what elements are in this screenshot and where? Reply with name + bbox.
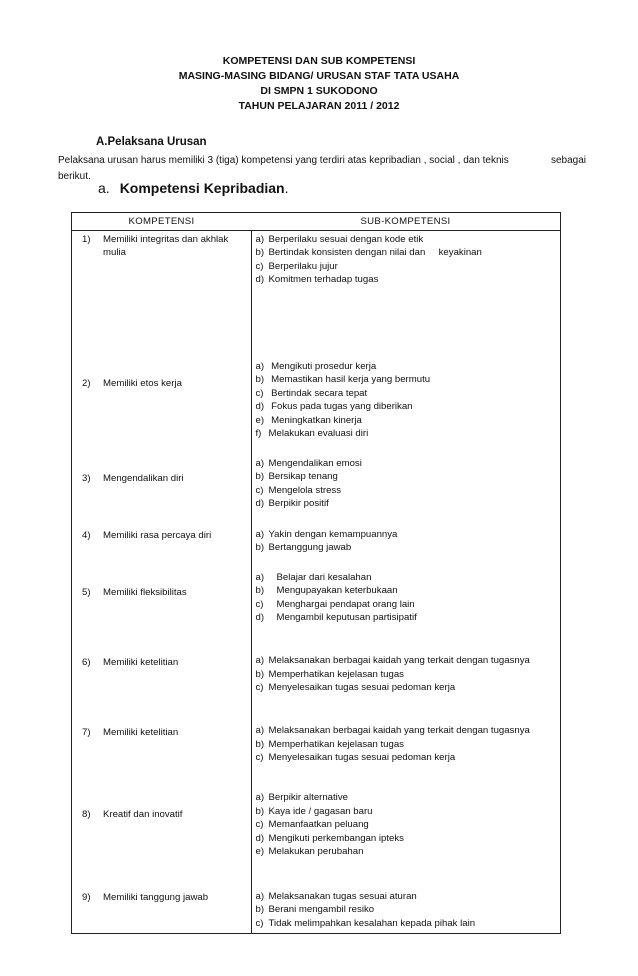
- title-line: DI SMPN 1 SUKODONO: [260, 85, 378, 97]
- sub-kompetensi-item: [256, 845, 561, 858]
- kompetensi-text: Memiliki ketelitian: [103, 726, 179, 738]
- sub-kompetensi-text: Melaksanakan tugas sesuai aturan: [268, 890, 417, 902]
- title-line: MASING-MASING BIDANG/ URUSAN STAF TATA USAHA: [178, 70, 460, 82]
- sub-kompetensi-text: Melakukan perubahan: [268, 846, 364, 858]
- sub-kompetensi-label: d): [255, 612, 265, 624]
- subheading: [98, 180, 289, 196]
- sub-kompetensi-text: Meningkatkan kinerja: [268, 414, 362, 426]
- sub-kompetensi-item: [256, 260, 561, 273]
- sub-kompetensi-text: Berpikir alternative: [268, 792, 348, 804]
- sub-kompetensi-item: [256, 724, 561, 737]
- sub-kompetensi-label: e): [255, 846, 265, 858]
- sub-kompetensi-label: e): [255, 414, 265, 426]
- sub-kompetensi-item: [256, 598, 561, 611]
- header-sub-kompetensi: SUB-KOMPETENSI: [251, 213, 561, 231]
- sub-kompetensi-item: [256, 414, 561, 427]
- sub-kompetensi-label: a): [255, 361, 265, 373]
- sub-kompetensi-text: Bersikap tenang: [268, 471, 338, 483]
- kompetensi-number: 3): [82, 472, 91, 484]
- sub-kompetensi-item: [256, 387, 561, 400]
- kompetensi-cell: [72, 698, 252, 768]
- table-row: [72, 231, 561, 325]
- subheading-label: a.: [98, 180, 110, 196]
- kompetensi-cell: [72, 514, 252, 558]
- sub-kompetensi-text: Fokus pada tugas yang diberikan: [268, 401, 413, 413]
- sub-kompetensi-item: [256, 890, 561, 903]
- subheading-dot: .: [284, 180, 289, 196]
- kompetensi-text: Memiliki etos kerja: [103, 378, 182, 390]
- sub-kompetensi-label: a): [255, 725, 265, 737]
- sub-kompetensi-item: [256, 528, 561, 541]
- sub-kompetensi-item: [256, 427, 561, 440]
- sub-kompetensi-text: Bertindak konsisten dengan nilai dan keyakinan: [268, 247, 482, 259]
- sub-kompetensi-text: Berperilaku sesuai dengan kode etik: [268, 234, 424, 245]
- sub-kompetensi-text: Berperilaku jujur: [268, 260, 338, 272]
- sub-kompetensi-text: Mengikuti perkembangan ipteks: [268, 832, 404, 844]
- sub-kompetensi-text: Mengambil keputusan partisipatif: [268, 612, 417, 624]
- kompetensi-number: 4): [82, 529, 91, 541]
- kompetensi-text: Memiliki fleksibilitas: [103, 586, 187, 598]
- sub-kompetensi-item: [256, 470, 561, 483]
- sub-kompetensi-item: [256, 584, 561, 597]
- sub-kompetensi-text: Menyelesaikan tugas sesuai pedoman kerja: [268, 682, 456, 694]
- sub-kompetensi-text: Kaya ide / gagasan baru: [268, 805, 373, 817]
- sub-kompetensi-item: [256, 273, 561, 286]
- kompetensi-number: 1): [82, 234, 91, 245]
- sub-kompetensi-item: [256, 611, 561, 624]
- sub-kompetensi-item: [256, 805, 561, 818]
- sub-kompetensi-label: c): [255, 819, 264, 831]
- sub-kompetensi-text: Memastikan hasil kerja yang bermutu: [268, 374, 431, 386]
- sub-kompetensi-item: [256, 246, 561, 259]
- sub-kompetensi-item: [256, 400, 561, 413]
- table-row: [72, 558, 561, 628]
- kompetensi-text: Kreatif dan inovatif: [103, 808, 183, 820]
- intro-line-2: berikut.: [58, 171, 91, 182]
- kompetensi-cell: [72, 444, 252, 514]
- table-row: [72, 698, 561, 768]
- kompetensi-number: 5): [82, 586, 91, 598]
- sub-kompetensi-text: Memperhatikan kejelasan tugas: [268, 738, 404, 750]
- sub-kompetensi-label: a): [255, 528, 265, 540]
- sub-kompetensi-text: Memperhatikan kejelasan tugas: [268, 668, 404, 680]
- kompetensi-cell: [72, 862, 252, 934]
- sub-kompetensi-item: [256, 360, 561, 373]
- sub-kompetensi-text: Memanfaatkan peluang: [268, 819, 369, 831]
- sub-kompetensi-text: Mengendalikan emosi: [268, 457, 362, 469]
- sub-kompetensi-item: [256, 571, 561, 584]
- sub-kompetensi-item: [256, 457, 561, 470]
- sub-kompetensi-text: Berpikir positif: [268, 498, 329, 510]
- sub-kompetensi-cell: [251, 325, 561, 444]
- kompetensi-number: 6): [82, 656, 91, 668]
- table-row: [72, 325, 561, 444]
- sub-kompetensi-text: Komitmen terhadap tugas: [268, 274, 379, 286]
- sub-kompetensi-item: [256, 484, 561, 497]
- sub-kompetensi-text: Bertanggung jawab: [268, 542, 352, 554]
- sub-kompetensi-label: b): [255, 247, 265, 259]
- sub-kompetensi-cell: [251, 628, 561, 698]
- sub-kompetensi-text: Melakukan evaluasi diri: [268, 428, 369, 440]
- kompetensi-text: Memiliki rasa percaya diri: [103, 529, 212, 541]
- sub-kompetensi-text: Menghargai pendapat orang lain: [268, 598, 415, 610]
- section-heading: A.Pelaksana Urusan: [96, 136, 207, 148]
- sub-kompetensi-text: Yakin dengan kemampuannya: [268, 528, 398, 540]
- sub-kompetensi-text: Mengikuti prosedur kerja: [268, 361, 377, 373]
- sub-kompetensi-label: b): [255, 374, 265, 386]
- sub-kompetensi-label: a): [255, 890, 265, 902]
- sub-kompetensi-text: Tidak melimpahkan kesalahan kepada pihak lain: [268, 917, 476, 929]
- sub-kompetensi-label: c): [255, 917, 264, 929]
- sub-kompetensi-text: Mengelola stress: [268, 484, 342, 496]
- kompetensi-text: Mengendalikan diri: [103, 472, 184, 484]
- sub-kompetensi-label: b): [255, 542, 265, 554]
- sub-kompetensi-label: b): [255, 668, 265, 680]
- sub-kompetensi-item: [256, 373, 561, 386]
- sub-kompetensi-label: c): [255, 484, 264, 496]
- sub-kompetensi-label: c): [255, 598, 264, 610]
- sub-kompetensi-cell: [251, 231, 561, 325]
- sub-kompetensi-item: [256, 751, 561, 764]
- sub-kompetensi-label: c): [255, 387, 264, 399]
- intro-line-1-end: sebagai: [550, 155, 586, 166]
- sub-kompetensi-label: b): [255, 738, 265, 750]
- sub-kompetensi-label: b): [255, 471, 265, 483]
- kompetensi-cell: [72, 558, 252, 628]
- document-title: [0, 54, 638, 114]
- sub-kompetensi-item: [256, 541, 561, 554]
- sub-kompetensi-text: Bertindak secara tepat: [268, 387, 368, 399]
- sub-kompetensi-label: b): [255, 805, 265, 817]
- table-row: [72, 768, 561, 862]
- kompetensi-text: Memiliki tanggung jawab: [103, 891, 209, 903]
- header-kompetensi: KOMPETENSI: [72, 213, 252, 231]
- sub-kompetensi-label: c): [255, 260, 264, 272]
- sub-kompetensi-label: c): [255, 752, 264, 764]
- sub-kompetensi-item: [256, 681, 561, 694]
- sub-kompetensi-item: [256, 497, 561, 510]
- sub-kompetensi-label: d): [255, 274, 265, 286]
- table-body: [72, 231, 561, 934]
- kompetensi-number: 9): [82, 891, 91, 903]
- kompetensi-number: 2): [82, 378, 91, 390]
- table-row: [72, 514, 561, 558]
- table-row: [72, 444, 561, 514]
- table-row: [72, 628, 561, 698]
- sub-kompetensi-label: b): [255, 585, 265, 597]
- sub-kompetensi-item: [256, 903, 561, 916]
- sub-kompetensi-label: d): [255, 498, 265, 510]
- sub-kompetensi-text: Mengupayakan keterbukaan: [268, 585, 398, 597]
- sub-kompetensi-label: a): [255, 792, 265, 804]
- sub-kompetensi-text: Menyelesaikan tugas sesuai pedoman kerja: [268, 752, 456, 764]
- sub-kompetensi-cell: [251, 514, 561, 558]
- sub-kompetensi-cell: [251, 698, 561, 768]
- sub-kompetensi-cell: [251, 862, 561, 934]
- sub-kompetensi-item: [256, 818, 561, 831]
- title-line: KOMPETENSI DAN SUB KOMPETENSI: [222, 55, 416, 67]
- sub-kompetensi-cell: [251, 768, 561, 862]
- subheading-text: Kompetensi Kepribadian: [119, 180, 285, 196]
- sub-kompetensi-text: Melaksanakan berbagai kaidah yang terkait dengan tugasnya: [268, 725, 530, 737]
- sub-kompetensi-text: Belajar dari kesalahan: [268, 571, 372, 583]
- sub-kompetensi-label: a): [255, 457, 265, 469]
- sub-kompetensi-label: a): [255, 571, 265, 583]
- kompetensi-cell: [72, 628, 252, 698]
- competency-table: [71, 212, 561, 934]
- sub-kompetensi-cell: [251, 558, 561, 628]
- sub-kompetensi-text: Berani mengambil resiko: [268, 904, 375, 916]
- sub-kompetensi-label: a): [255, 655, 265, 667]
- kompetensi-text: Memiliki ketelitian: [103, 656, 179, 668]
- kompetensi-number: 7): [82, 726, 91, 738]
- sub-kompetensi-label: b): [255, 904, 265, 916]
- sub-kompetensi-text: Melaksanakan berbagai kaidah yang terkait dengan tugasnya: [268, 655, 530, 667]
- sub-kompetensi-label: a): [255, 234, 265, 245]
- kompetensi-text: Memiliki integritas dan akhlak mulia: [103, 234, 229, 259]
- sub-kompetensi-item: [256, 233, 561, 246]
- sub-kompetensi-label: d): [255, 832, 265, 844]
- kompetensi-cell: [72, 768, 252, 862]
- sub-kompetensi-item: [256, 791, 561, 804]
- title-line: TAHUN PELAJARAN 2011 / 2012: [238, 100, 400, 112]
- sub-kompetensi-item: [256, 654, 561, 667]
- sub-kompetensi-item: [256, 917, 561, 930]
- sub-kompetensi-item: [256, 738, 561, 751]
- intro-line-1: Pelaksana urusan harus memiliki 3 (tiga) kompetensi yang terdiri atas kepribadian , social , dan teknis: [58, 155, 509, 166]
- sub-kompetensi-label: f): [255, 428, 262, 440]
- sub-kompetensi-item: [256, 668, 561, 681]
- sub-kompetensi-label: c): [255, 682, 264, 694]
- sub-kompetensi-item: [256, 832, 561, 845]
- table-header-row: [72, 213, 561, 231]
- table-row: [72, 862, 561, 934]
- kompetensi-number: 8): [82, 808, 91, 820]
- sub-kompetensi-label: d): [255, 401, 265, 413]
- sub-kompetensi-cell: [251, 444, 561, 514]
- kompetensi-cell: [72, 325, 252, 444]
- kompetensi-cell: [72, 231, 252, 325]
